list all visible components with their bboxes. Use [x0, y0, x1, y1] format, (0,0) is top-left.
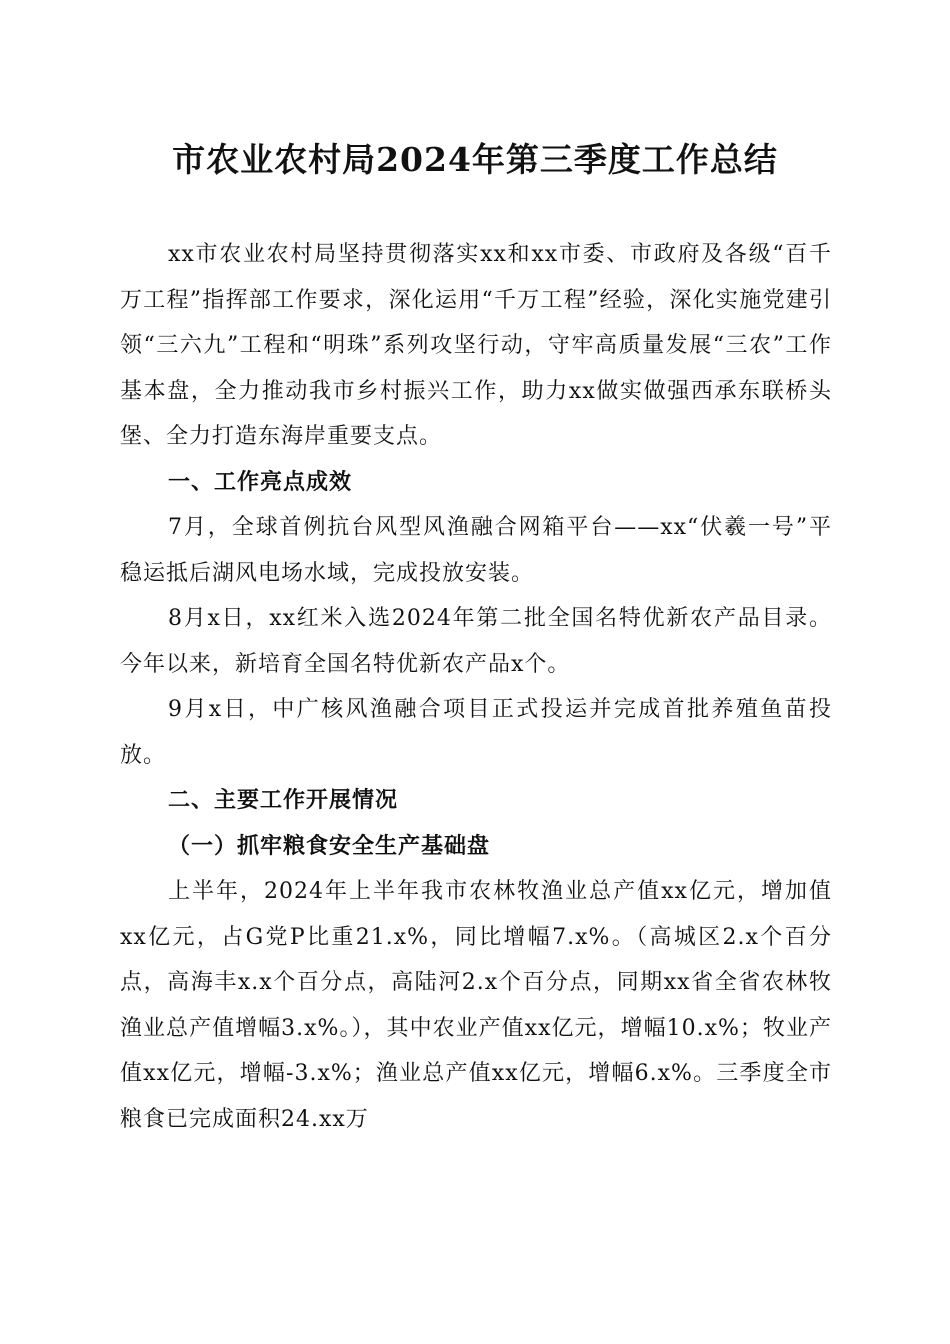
- highlight-paragraph-july: 7月，全球首例抗台风型风渔融合网箱平台——xx“伏羲一号”平稳运抵后湖风电场水域，完成投放安装。: [120, 515, 832, 586]
- section-heading-highlights: 一、工作亮点成效: [168, 469, 353, 495]
- document-title: 市农业农村局2024年第三季度工作总结: [172, 140, 778, 179]
- section-heading-main-work: 二、主要工作开展情况: [168, 788, 399, 813]
- document-body: [120, 232, 832, 1142]
- highlight-paragraph-september: 9月x日，中广核风渔融合项目正式投运并完成首批养殖鱼苗投放。: [120, 697, 833, 768]
- highlight-paragraph-august: 8月x日，xx红米入选2024年第二批全国名特优新农产品目录。今年以来，新培育全国名特优新农产品x个。: [120, 606, 832, 677]
- subsection-heading-grain-safety: （一）抓牢粮食安全生产基础盘: [168, 832, 491, 859]
- intro-paragraph: xx市农业农村局坚持贯彻落实xx和xx市委、市政府及各级“百千万工程”指挥部工作要求，深化运用“千万工程”经验，深化实施党建引领“三六九”工程和“明珠”系列攻坚行动，守牢高质量发展“三农”工作基本盘，全力推动我市乡村振兴工作，助力xx做实做强西承东联桥头堡、全力打造东海岸重要支点。: [120, 242, 832, 449]
- grain-safety-paragraph: 上半年，2024年上半年我市农林牧渔业总产值xx亿元，增加值xx亿元，占G党P比重21.x%，同比增幅7.x%。（高城区2.x个百分点，高海丰x.x个百分点，高陆河2.x个百分点，同期xx省全省农林牧渔业总产值增幅3.x%。），其中农业产值xx亿元，增幅10.x%；牧业产值xx亿元，增幅-3.x%；渔业总产值xx亿元，增幅6.x%。三季度全市粮食已完成面积24.xx万: [120, 879, 832, 1132]
